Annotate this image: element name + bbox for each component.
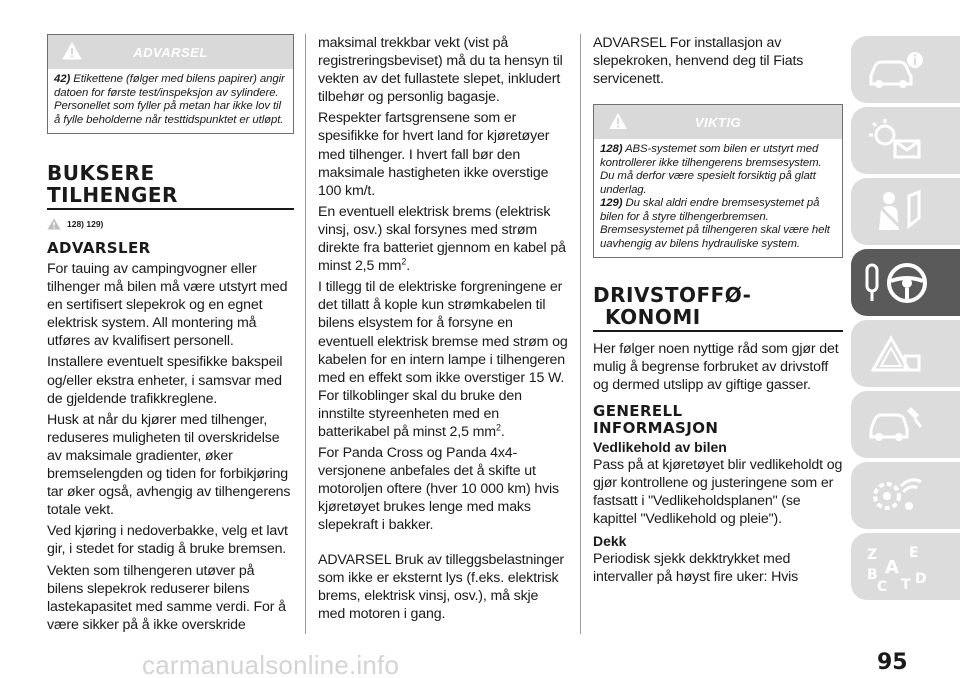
tab-safety[interactable]: [851, 178, 960, 245]
important-text: ABS-systemet som bilen er utstyrt med kontrollerer ikke tilhengerens bremsesystem. Du må derfor være spesielt forsiktig på glatt underlag.: [600, 143, 822, 196]
warning-box: [47, 34, 294, 134]
section-heading-drivstoff: [593, 284, 843, 332]
alphabet-index-icon: [865, 543, 929, 593]
paragraph: Her følger noen nyttige råd som gjør det mulig å begrense forbruket av drivstoff og dermed utslipp av giftige gasser.: [593, 341, 839, 394]
paragraph: Vekten som tilhengeren utøver på bilens slepekrok reduserer bilens lastekapasitet med samme verdi. For å være sikker på å ikke overskride: [47, 562, 286, 633]
heading-line-1: BUKSERE: [47, 161, 155, 185]
heading-underline: [593, 330, 843, 332]
col1-paragraphs: [47, 260, 294, 634]
tab-index[interactable]: [851, 533, 960, 600]
heading-line-1: DRIVSTOFFØ-: [593, 283, 752, 308]
paragraph: [318, 203, 568, 275]
reference-markers: [47, 218, 294, 230]
tab-lights-messages[interactable]: [851, 107, 960, 174]
subheading-dekk: Dekk: [593, 532, 627, 549]
car-wrench-icon: [865, 401, 925, 447]
svg-text:T: T: [901, 577, 911, 593]
paragraph-text: En eventuell elektrisk brems (elektrisk vinsj, osv.) skal forsynes med strøm direkte fra batteriet gjennom en kabel på minst 2,5 mm: [318, 203, 566, 275]
paragraph: ADVARSEL For installasjon av slepekroken, henvend deg til Fiats servicenett.: [593, 35, 804, 88]
subheading-generell: [593, 403, 843, 437]
gear-satellite-icon: [865, 472, 925, 518]
tab-maintenance[interactable]: [851, 391, 960, 458]
paragraph-end: .: [406, 258, 410, 275]
warning-small-icon: [47, 218, 61, 230]
column-2: [318, 34, 568, 626]
warning-title: ADVARSEL: [133, 45, 208, 60]
svg-text:B: B: [867, 567, 878, 583]
subheading-line-2: INFORMASJON: [593, 418, 719, 437]
paragraph-text: I tillegg til de elektriske forgreningene er det tillatt å kople kun strømkabelen til bilens elsystem for å forsyne en eventuell elektrisk bremse med strøm og kabelen for en intern lampe i tilhengeren med en effekt som ikke overstiger 15 W. For tilkoblinger skal du bruke den innstilte styreenheten med en batterikabel på minst 2,5 mm: [318, 279, 568, 440]
tab-vehicle-info[interactable]: [851, 36, 960, 103]
warning-header: [48, 35, 293, 69]
important-ref: 128): [600, 143, 623, 156]
important-title: VIKTIG: [694, 115, 742, 131]
paragraph: Respekter fartsgrensene som er spesifikke for hvert land for kjøretøyer med tilhenger. I hvert fall bør den maksimale hastigheten ikke overstige 100 km/t.: [318, 110, 550, 199]
reference-numbers: 128) 129): [67, 219, 104, 229]
important-header: [594, 105, 842, 139]
svg-text:Z: Z: [867, 547, 878, 563]
important-body: [594, 139, 842, 257]
subheading-line-1: GENERELL: [593, 401, 683, 420]
svg-text:A: A: [885, 557, 899, 578]
paragraph: maksimal trekkbar vekt (vist på registreringsbeviset) må du ta hensyn til vekten av det fullastete slepet, inkludert tilbehør og personlig bagasje.: [318, 35, 563, 106]
heading-line-2: TILHENGER: [47, 183, 178, 207]
paragraph: Husk at når du kjører med tilhenger, reduseres muligheten til overskridelse av maksimale gradienter, øker bremselengden og tiden for forbikjøring tar øker også, avhengig av tilhengerens totale vekt.: [47, 411, 291, 519]
seatbelt-icon: [865, 188, 925, 234]
svg-text:C: C: [877, 579, 888, 593]
paragraph: Pass på at kjøretøyet blir vedlikeholdt og gjør kontrollene og justeringene som er fastsatt i "Vedlikeholdsplanen" (se kapittel "Vedlikehold og pleie").: [593, 456, 843, 527]
column-divider: [580, 34, 581, 634]
important-box: [593, 104, 843, 258]
paragraph: For tauing av campingvogner eller tilhenger må bilen må være utstyrt med en sertifisert slepekrok og en egnet elektrisk system. All montering må utføres av kvalifisert personell.: [47, 261, 288, 350]
paragraph: Installere eventuelt spesifikke bakspeil og/eller ekstra enheter, i samsvar med de gjeldende trafikkreglene.: [47, 354, 283, 407]
subheading-advarsler: ADVARSLER: [47, 239, 151, 257]
svg-text:E: E: [909, 545, 919, 561]
column-divider: [305, 34, 306, 634]
chapter-tabs: [851, 36, 960, 604]
paragraph: ADVARSEL Bruk av tilleggsbelastninger som ikke er eksternt lys (f.eks. elektrisk brems, elektrisk vinsj, osv.), må skje med motoren i gang.: [318, 551, 565, 622]
tab-starting-driving[interactable]: [851, 249, 960, 316]
paragraph: Periodisk sjekk dekktrykket med intervaller på høyst fire uker: Hvis: [593, 550, 799, 586]
car-info-icon: [865, 46, 925, 92]
heading-underline: [47, 208, 294, 210]
column-3: [593, 34, 843, 589]
tab-emergency[interactable]: [851, 320, 960, 387]
superscript: 2: [401, 256, 407, 267]
warning-lights-icon: [865, 117, 925, 163]
tab-technical-data[interactable]: [851, 462, 960, 529]
watermark: carmanualsonline.info: [142, 650, 400, 678]
page-number: 95: [877, 650, 908, 675]
svg-text:D: D: [915, 571, 927, 587]
section-heading-buksere: [47, 162, 294, 210]
paragraph: Ved kjøring i nedoverbakke, velg et lavt gir, i stedet for stadig å bruke bremsen.: [47, 523, 288, 558]
warning-ref: 42): [54, 73, 71, 85]
subheading-vedlikehold: Vedlikehold av bilen: [593, 438, 727, 455]
emergency-triangle-icon: [865, 330, 925, 376]
paragraph-end: .: [500, 423, 505, 440]
heading-line-2: KONOMI: [605, 305, 701, 330]
paragraph: [318, 278, 568, 441]
steering-wheel-key-icon: [865, 259, 935, 305]
superscript: 2: [495, 422, 501, 433]
important-ref: 129): [600, 197, 623, 210]
column-1: [47, 34, 294, 637]
warning-body: [48, 69, 293, 133]
important-text: Du skal aldri endre bremsesystemet på bilen for å styre tilhengerbremsen. Bremsesystemet på tilhengeren skal være helt uavhengig av bilens hydrauliske system.: [600, 197, 830, 250]
paragraph: For Panda Cross og Panda 4x4-versjonene anbefales det å skifte ut motoroljen oftere (hver 10 000 km) hvis kjøretøyet brukes lenge med maks slepekraft i bakker.: [318, 445, 559, 534]
warning-text: Etikettene (følger med bilens papirer) angir datoen for første test/inspeksjon av sylindere. Personellet som fyller på metan har ikke lov til å fylle beholderne når testtidspunktet er utløpt.: [54, 73, 285, 126]
